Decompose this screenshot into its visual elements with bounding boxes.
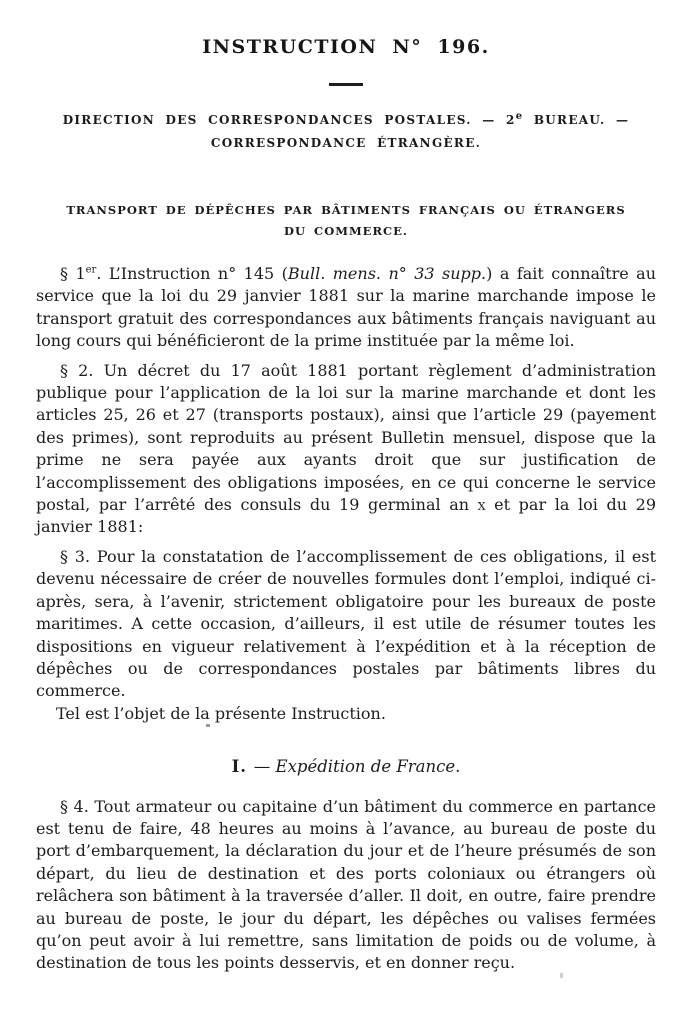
text-segment: . L’Instruction n° 145 ( [96,264,288,283]
text-segment: CORRESPONDANCE ÉTRANGÈRE. [210,136,482,150]
section-heading-expedition-de-france [36,756,656,778]
title-divider-rule [329,83,363,86]
document-title: INSTRUCTION N° 196. [202,36,490,58]
paragraph-article-2 [36,360,656,539]
text-segment: ) a fait connaître au service que la loi du 29 janvier 1881 sur la marine marchande impose le transport gratuit des correspondances aux bâtiments français naviguant au long cours qui bénéficieront de la prime instituée par la même loi. [36,264,657,351]
text-segment: — [253,757,276,777]
text-segment: e [515,111,524,122]
text-segment: DIRECTION DES CORRESPONDANCES POSTALES. — 2 [62,113,516,127]
text-segment: § 4. Tout armateur ou capitaine d’un bâtiment du commerce en partance est tenu de faire, 48 heures au moins à l’avance, au bureau de poste du port d’embarquement, la déclaration du jour et de l’heure présumés de son départ, du lieu de destination et des ports coloniaux ou étrangers où relâchera son bâtiment à la traversée d’aller. Il doit, en outre, faire prendre au bureau de poste, le jour du départ, les dépêches ou valises fermées qu’on peut avoir à lui remettre, sans limitation de poids ou de volume, à destination de tous les points desservis, et en donner reçu. [36,796,656,973]
department-heading [40,109,652,155]
text-segment: er [85,264,97,276]
text-segment: DU COMMERCE. [284,224,408,238]
text-segment: Expédition de France. [275,757,461,777]
text-segment: BUREAU. — [523,113,630,127]
text-segment: Tel est l’objet de la présente Instruction. [56,703,386,723]
text-segment: Bull. mens. n° 33 supp. [287,264,487,283]
paragraph-article-3 [36,546,656,703]
text-segment: § 3. Pour la constatation de l’accomplissement de ces obligations, il est devenu nécessaire de créer de nouvelles formules dont l’emploi, indiqué ci-après, sera, à l’avenir, strictement obligatoire pour les bureaux de poste maritimes. A cette occasion, d’ailleurs, il est utile de résumer toutes les dispositions en vigueur relativement à l’expédition et à la réception de dépêches ou de correspondances postales par bâtiments libres du commerce. [36,546,656,701]
text-segment: x [477,495,486,515]
text-segment: et par la loi du 29 janvier 1881: [36,495,656,537]
text-segment: § 1 [60,264,86,283]
text-segment: § 2. Un décret du 17 août 1881 portant règlement d’administration publique pour l’application de la loi sur la marine marchande et dont les articles 25, 26 et 27 (transports postaux), ainsi que l’article 29 (payement des primes), sont reproduits au présent Bulletin mensuel, dispose que la prime ne sera payée aux ayants droit que sur justification de l’accomplissement des obligations imposées, en ce qui concerne le service postal, par l’arrêté des consuls du 19 germinal an [36,360,656,515]
paragraph-article-1 [36,263,656,353]
subject-heading [60,200,632,242]
paragraph-article-4 [36,796,656,975]
text-segment: TRANSPORT DE DÉPÊCHES PAR BÂTIMENTS FRANÇAIS OU ÉTRANGERS [66,203,626,217]
paragraph-object-statement [36,703,656,725]
document-body [36,263,656,975]
text-segment: I. [231,757,254,777]
